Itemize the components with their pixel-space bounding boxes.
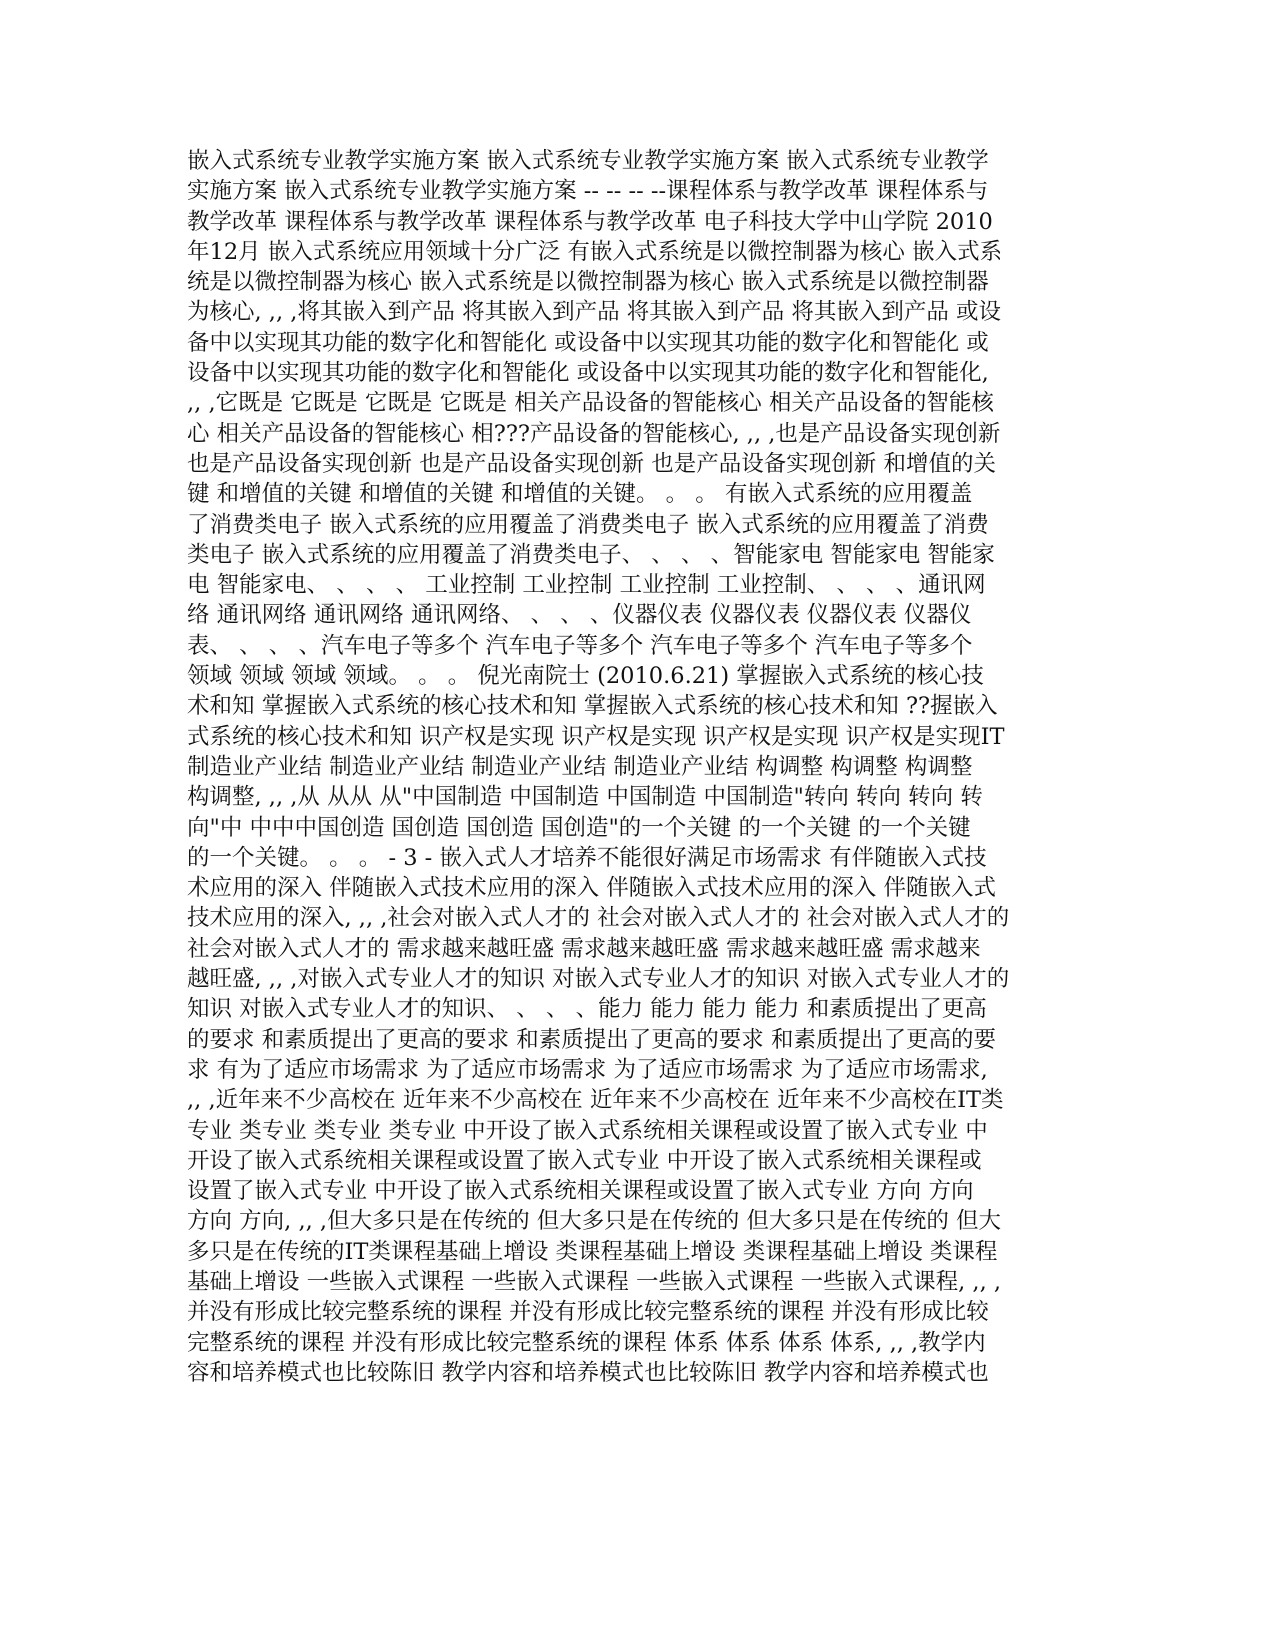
text-line: 心 相关产品设备的智能核心 相???产品设备的智能核心, ,, ,也是产品设备实现创新: [187, 420, 1001, 447]
text-line: 基础上增设 一些嵌入式课程 一些嵌入式课程 一些嵌入式课程 一些嵌入式课程, ,, ,: [187, 1268, 1002, 1295]
text-line: 容和培养模式也比较陈旧 教学内容和培养模式也比较陈旧 教学内容和培养模式也: [187, 1359, 989, 1386]
text-line: 并没有形成比较完整系统的课程 并没有形成比较完整系统的课程 并没有形成比较: [187, 1299, 989, 1326]
text-line: 设置了嵌入式专业 中开设了嵌入式系统相关课程或设置了嵌入式专业 方向 方向: [187, 1178, 974, 1205]
text-line: 年12月 嵌入式系统应用领域十分广泛 有嵌入式系统是以微控制器为核心 嵌入式系: [187, 238, 1003, 265]
text-line: 术应用的深入 伴随嵌入式技术应用的深入 伴随嵌入式技术应用的深入 伴随嵌入式: [187, 875, 996, 902]
text-line: 的要求 和素质提出了更高的要求 和素质提出了更高的要求 和素质提出了更高的要: [187, 1026, 996, 1053]
text-line: 专业 类专业 类专业 类专业 中开设了嵌入式系统相关课程或设置了嵌入式专业 中: [187, 1117, 988, 1144]
text-line: 的一个关键。 。 。 - 3 - 嵌入式人才培养不能很好满足市场需求 有伴随嵌入式技: [187, 844, 987, 871]
text-line: 了消费类电子 嵌入式系统的应用覆盖了消费类电子 嵌入式系统的应用覆盖了消费: [187, 511, 989, 538]
text-line: 知识 对嵌入式专业人才的知识、 、 、 、能力 能力 能力 能力 和素质提出了更高: [187, 996, 987, 1023]
text-line: 求 有为了适应市场需求 为了适应市场需求 为了适应市场需求 为了适应市场需求,: [187, 1056, 988, 1083]
text-line: 领域 领域 领域 领域。 。 。 倪光南院士 (2010.6.21) 掌握嵌入式系统的核心技: [187, 663, 984, 690]
text-line: 教学改革 课程体系与教学改革 课程体系与教学改革 电子科技大学中山学院 2010: [187, 208, 993, 235]
text-line: 类电子 嵌入式系统的应用覆盖了消费类电子、 、 、 、智能家电 智能家电 智能家: [187, 541, 995, 568]
text-line: 开设了嵌入式系统相关课程或设置了嵌入式专业 中开设了嵌入式系统相关课程或: [187, 1147, 982, 1174]
text-line: 统是以微控制器为核心 嵌入式系统是以微控制器为核心 嵌入式系统是以微控制器: [187, 269, 989, 296]
text-line: 键 和增值的关键 和增值的关键 和增值的关键。 。 。 有嵌入式系统的应用覆盖: [187, 481, 973, 508]
text-line: 方向 方向, ,, ,但大多只是在传统的 但大多只是在传统的 但大多只是在传统的 但大: [187, 1208, 1002, 1235]
text-line: 为核心, ,, ,将其嵌入到产品 将其嵌入到产品 将其嵌入到产品 将其嵌入到产品 或设: [187, 299, 1002, 326]
text-line: 多只是在传统的IT类课程基础上增设 类课程基础上增设 类课程基础上增设 类课程: [187, 1238, 998, 1265]
text-line: 也是产品设备实现创新 也是产品设备实现创新 也是产品设备实现创新 和增值的关: [187, 450, 996, 477]
text-line: 术和知 掌握嵌入式系统的核心技术和知 掌握嵌入式系统的核心技术和知 ??握嵌入: [187, 693, 998, 720]
text-line: 表、 、 、 、汽车电子等多个 汽车电子等多个 汽车电子等多个 汽车电子等多个: [187, 632, 973, 659]
text-line: ,, ,它既是 它既是 它既是 它既是 相关产品设备的智能核心 相关产品设备的智能核: [187, 390, 994, 417]
text-line: 完整系统的课程 并没有形成比较完整系统的课程 体系 体系 体系 体系, ,, ,教学内: [187, 1329, 986, 1356]
text-line: 技术应用的深入, ,, ,社会对嵌入式人才的 社会对嵌入式人才的 社会对嵌入式人才的: [187, 905, 1010, 932]
text-line: 设备中以实现其功能的数字化和智能化 或设备中以实现其功能的数字化和智能化,: [187, 360, 989, 387]
text-line: 越旺盛, ,, ,对嵌入式专业人才的知识 对嵌入式专业人才的知识 对嵌入式专业人才的: [187, 966, 1010, 993]
text-line: 络 通讯网络 通讯网络 通讯网络、 、 、 、仪器仪表 仪器仪表 仪器仪表 仪器仪: [187, 602, 972, 629]
text-line: 社会对嵌入式人才的 需求越来越旺盛 需求越来越旺盛 需求越来越旺盛 需求越来: [187, 935, 981, 962]
text-line: 备中以实现其功能的数字化和智能化 或设备中以实现其功能的数字化和智能化 或: [187, 329, 989, 356]
text-line: ,, ,近年来不少高校在 近年来不少高校在 近年来不少高校在 近年来不少高校在IT类: [187, 1087, 1004, 1114]
text-line: 制造业产业结 制造业产业结 制造业产业结 制造业产业结 构调整 构调整 构调整: [187, 753, 973, 780]
body-text: [187, 146, 1107, 1388]
text-line: 实施方案 嵌入式系统专业教学实施方案 -- -- -- --课程体系与教学改革 课程体系与: [187, 178, 989, 205]
text-line: 式系统的核心技术和知 识产权是实现 识产权是实现 识产权是实现 识产权是实现IT: [187, 723, 1005, 750]
text-line: 电 智能家电、 、 、 、 工业控制 工业控制 工业控制 工业控制、 、 、 、通讯网: [187, 572, 986, 599]
text-line: 向"中 中中中国创造 国创造 国创造 国创造"的一个关键 的一个关键 的一个关键: [187, 814, 971, 841]
text-line: 嵌入式系统专业教学实施方案 嵌入式系统专业教学实施方案 嵌入式系统专业教学: [187, 148, 989, 174]
text-line: 构调整, ,, ,从 从从 从"中国制造 中国制造 中国制造 中国制造"转向 转向 转向 转: [187, 784, 983, 811]
